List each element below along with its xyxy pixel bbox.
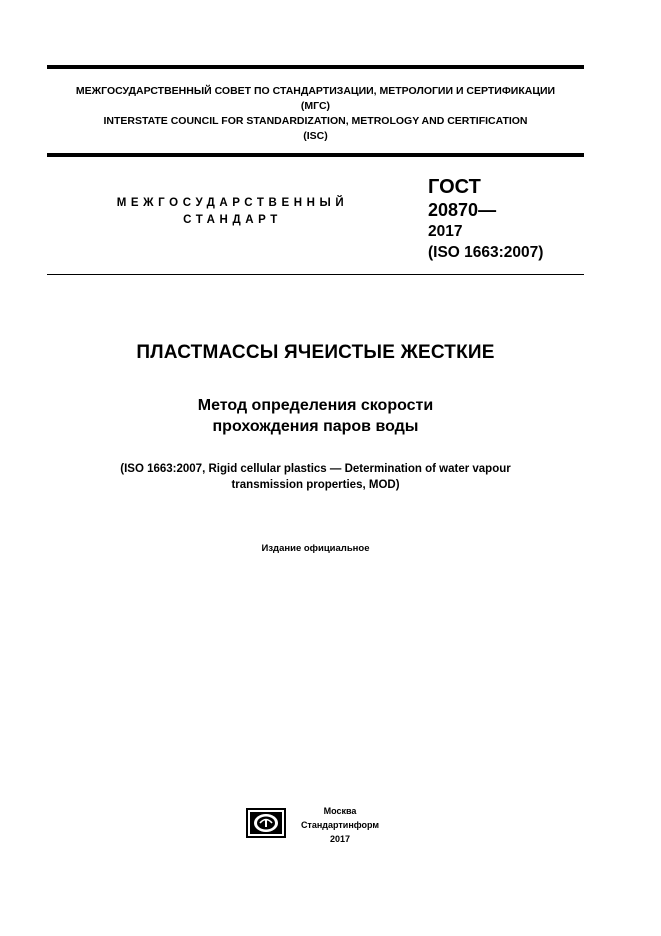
middle-rule	[47, 153, 584, 157]
gost-year: 2017	[428, 223, 463, 240]
top-rule	[47, 65, 584, 69]
standartinform-logo-icon	[246, 808, 286, 838]
standard-kind-line1: МЕЖГОСУДАРСТВЕННЫЙ	[116, 197, 349, 209]
gost-number: 20870	[428, 200, 479, 220]
document-title: ПЛАСТМАССЫ ЯЧЕИСТЫЕ ЖЕСТКИЕ	[136, 342, 495, 363]
document-subtitle	[0, 395, 631, 437]
gost-dash: —	[478, 200, 497, 220]
council-abbr-ru: (МГС)	[300, 100, 331, 112]
standard-kind	[100, 195, 365, 229]
publisher-year: 2017	[329, 834, 351, 844]
iso-reference-line1: (ISO 1663:2007, Rigid cellular plastics — Determination of water vapour	[120, 463, 511, 475]
gost-number-line	[428, 199, 543, 221]
council-abbr-en: (ISC)	[303, 130, 328, 142]
council-name-ru: МЕЖГОСУДАРСТВЕННЫЙ СОВЕТ ПО СТАНДАРТИЗАЦИИ, МЕТРОЛОГИИ И СЕРТИФИКАЦИИ	[75, 85, 556, 97]
edition-label: Издание официальное	[261, 543, 370, 554]
subtitle-line2: прохождения паров воды	[212, 418, 419, 435]
gost-title: ГОСТ	[428, 176, 481, 198]
publisher-info	[290, 804, 390, 846]
publisher-city: Москва	[323, 806, 357, 816]
council-name-en: INTERSTATE COUNCIL FOR STANDARDIZATION, METROLOGY AND CERTIFICATION	[103, 115, 528, 127]
publisher-name: Стандартинформ	[300, 820, 380, 830]
iso-reference-line2: transmission properties, MOD)	[231, 479, 400, 491]
subtitle-line1: Метод определения скорости	[197, 397, 434, 414]
gost-designation	[428, 175, 543, 263]
thin-rule	[47, 274, 584, 275]
council-header	[47, 84, 584, 144]
standard-kind-line2: СТАНДАРТ	[183, 214, 282, 226]
gost-iso-equivalent: (ISO 1663:2007)	[428, 244, 544, 261]
iso-reference	[0, 461, 631, 493]
